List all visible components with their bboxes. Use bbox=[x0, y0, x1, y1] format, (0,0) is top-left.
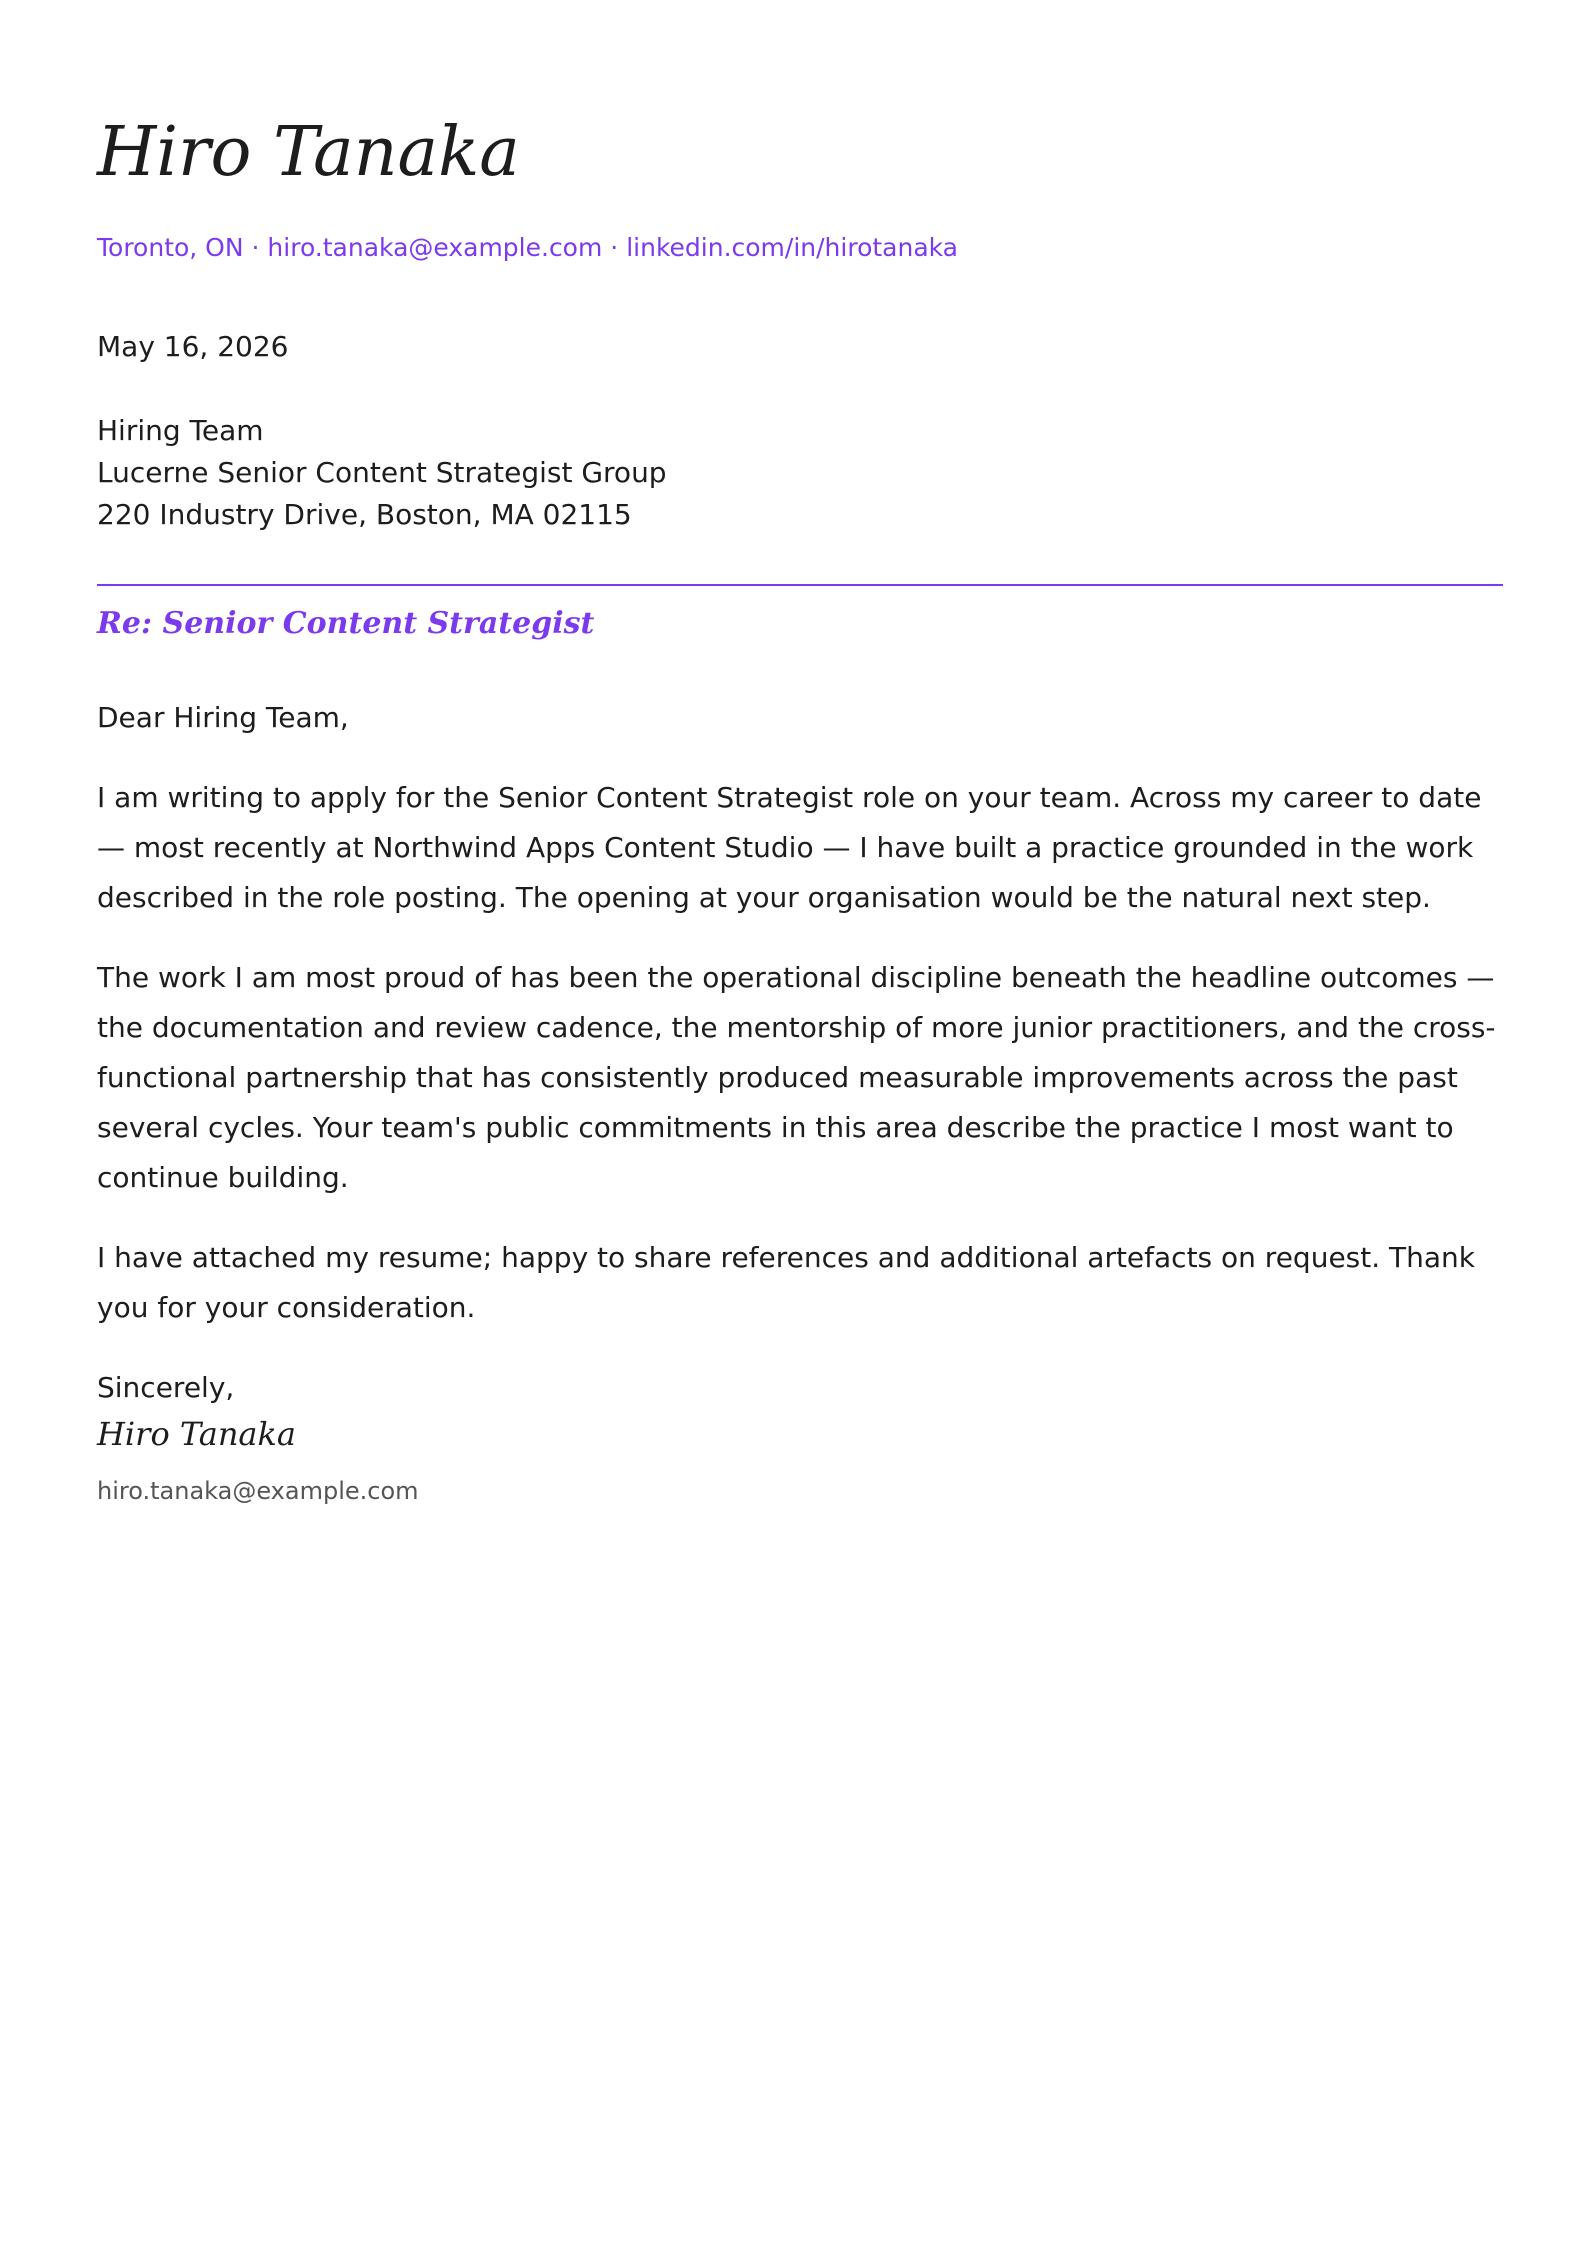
contact-location: Toronto, ON bbox=[97, 233, 244, 262]
salutation: Dear Hiring Team, bbox=[97, 701, 349, 734]
body-paragraph: I have attached my resume; happy to share references and additional artefacts on request. Thank you for your consideration. bbox=[97, 1241, 1476, 1324]
letter-body bbox=[97, 693, 1503, 1443]
contact-linkedin-link[interactable]: linkedin.com/in/hirotanaka bbox=[626, 233, 959, 262]
body-paragraph: I am writing to apply for the Senior Content Strategist role on your team. Across my career to date — most recently at Northwind Apps Content Studio — I have built a practice grounded in the work described in the role posting. The opening at your organisation would be the natural next step. bbox=[97, 781, 1482, 914]
signature-email: hiro.tanaka@example.com bbox=[97, 1477, 419, 1505]
contact-separator: · bbox=[610, 233, 619, 262]
contact-separator: · bbox=[251, 233, 260, 262]
closing: Sincerely, bbox=[97, 1371, 235, 1404]
recipient-line: 220 Industry Drive, Boston, MA 02115 bbox=[97, 498, 632, 531]
signature-name: Hiro Tanaka bbox=[97, 1415, 296, 1453]
subject-line: Re: Senior Content Strategist bbox=[97, 606, 595, 641]
body-paragraph: The work I am most proud of has been the operational discipline beneath the headline outcomes — the documentation and review cadence, the mentorship of more junior practitioners, and the cross-functional partnership that has consistently produced measurable improvements across the past several cycles. Your team's public commitments in this area describe the practice I most want to continue building. bbox=[97, 961, 1496, 1194]
contact-line bbox=[97, 230, 958, 266]
recipient-line: Hiring Team bbox=[97, 414, 264, 447]
contact-email-link[interactable]: hiro.tanaka@example.com bbox=[267, 233, 603, 262]
recipient-address bbox=[97, 410, 667, 536]
letter-date: May 16, 2026 bbox=[97, 330, 289, 363]
divider bbox=[97, 584, 1503, 586]
applicant-name: Hiro Tanaka bbox=[97, 113, 520, 192]
recipient-line: Lucerne Senior Content Strategist Group bbox=[97, 456, 667, 489]
